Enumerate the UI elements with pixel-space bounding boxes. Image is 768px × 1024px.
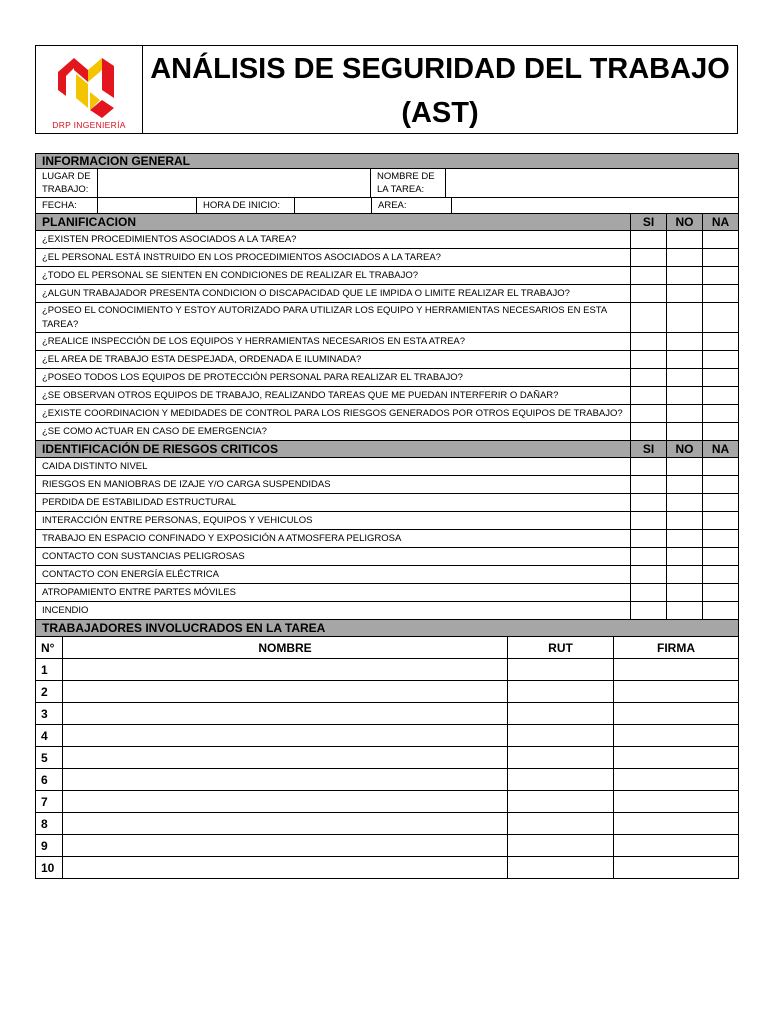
answer-na[interactable] (703, 387, 739, 405)
answer-na[interactable] (703, 333, 739, 351)
answer-si[interactable] (631, 584, 667, 602)
answer-si[interactable] (631, 494, 667, 512)
worker-rut-field[interactable] (508, 703, 614, 725)
worker-number: 3 (36, 703, 63, 725)
answer-no[interactable] (667, 369, 703, 387)
question-text: ¿ALGUN TRABAJADOR PRESENTA CONDICION O DISCAPACIDAD QUE LE IMPIDA O LIMITE REALIZAR EL TRABAJO? (36, 285, 631, 303)
answer-na[interactable] (703, 566, 739, 584)
trabajadores-column-headers (36, 637, 739, 659)
nombre-tarea-field[interactable] (446, 169, 739, 198)
answer-si[interactable] (631, 423, 667, 441)
answer-no[interactable] (667, 351, 703, 369)
question-row (36, 369, 739, 387)
risk-row (36, 602, 739, 620)
risk-text: CONTACTO CON SUSTANCIAS PELIGROSAS (36, 548, 631, 566)
question-text: ¿EXISTEN PROCEDIMIENTOS ASOCIADOS A LA TAREA? (36, 231, 631, 249)
answer-si[interactable] (631, 231, 667, 249)
answer-si[interactable] (631, 512, 667, 530)
question-row (36, 351, 739, 369)
risk-row (36, 530, 739, 548)
worker-nombre-field[interactable] (63, 747, 508, 769)
question-row (36, 285, 739, 303)
trabajadores-section-header (36, 620, 739, 637)
worker-firma-field[interactable] (614, 813, 739, 835)
col-na: NA (703, 214, 739, 231)
general-info-row2 (35, 197, 739, 214)
answer-no[interactable] (667, 602, 703, 620)
question-text: ¿SE OBSERVAN OTROS EQUIPOS DE TRABAJO, REALIZANDO TAREAS QUE ME PUEDAN INTERFERIR O DAÑAR? (36, 387, 631, 405)
worker-number: 7 (36, 791, 63, 813)
worker-firma-field[interactable] (614, 725, 739, 747)
worker-number: 6 (36, 769, 63, 791)
question-row (36, 423, 739, 441)
answer-na[interactable] (703, 267, 739, 285)
nombre-tarea-label: NOMBRE DE LA TAREA: (371, 169, 446, 198)
area-field[interactable] (452, 198, 739, 214)
answer-si[interactable] (631, 530, 667, 548)
answer-na[interactable] (703, 602, 739, 620)
worker-firma-field[interactable] (614, 769, 739, 791)
answer-na[interactable] (703, 405, 739, 423)
answer-na[interactable] (703, 351, 739, 369)
risk-text: ATROPAMIENTO ENTRE PARTES MÓVILES (36, 584, 631, 602)
worker-row (36, 681, 739, 703)
question-text: ¿POSEO TODOS LOS EQUIPOS DE PROTECCIÓN PERSONAL PARA REALIZAR EL TRABAJO? (36, 369, 631, 387)
col-num: N° (36, 637, 63, 659)
worker-number: 10 (36, 857, 63, 879)
worker-row (36, 725, 739, 747)
hora-field[interactable] (295, 198, 372, 214)
fecha-label: FECHA: (36, 198, 98, 214)
answer-na[interactable] (703, 231, 739, 249)
worker-nombre-field[interactable] (63, 703, 508, 725)
logo-text: DRP INGENIERÍA (52, 120, 126, 130)
answer-si[interactable] (631, 387, 667, 405)
trabajadores-table (35, 619, 739, 879)
answer-no[interactable] (667, 231, 703, 249)
worker-rut-field[interactable] (508, 681, 614, 703)
worker-firma-field[interactable] (614, 703, 739, 725)
col-nombre: NOMBRE (63, 637, 508, 659)
answer-no[interactable] (667, 387, 703, 405)
question-row (36, 405, 739, 423)
question-row (36, 333, 739, 351)
question-row (36, 249, 739, 267)
answer-na[interactable] (703, 303, 739, 333)
title-line-1: ANÁLISIS DE SEGURIDAD DEL TRABAJO (150, 52, 730, 85)
answer-na[interactable] (703, 584, 739, 602)
risk-text: CAIDA DISTINTO NIVEL (36, 458, 631, 476)
general-info-table (35, 153, 739, 198)
company-logo (36, 46, 143, 133)
lugar-label: LUGAR DE TRABAJO: (36, 169, 98, 198)
question-text: ¿POSEO EL CONOCIMIENTO Y ESTOY AUTORIZADO PARA UTILIZAR LOS EQUIPO Y HERRAMIENTAS NECESARIOS EN ESTA TAREA? (36, 303, 631, 333)
general-section-title: INFORMACION GENERAL (36, 154, 739, 169)
answer-si[interactable] (631, 285, 667, 303)
worker-row (36, 835, 739, 857)
worker-rut-field[interactable] (508, 769, 614, 791)
risk-row (36, 494, 739, 512)
answer-no[interactable] (667, 267, 703, 285)
answer-na[interactable] (703, 458, 739, 476)
question-text: ¿EL AREA DE TRABAJO ESTA DESPEJADA, ORDENADA E ILUMINADA? (36, 351, 631, 369)
answer-na[interactable] (703, 285, 739, 303)
document-title (150, 47, 730, 135)
worker-row (36, 857, 739, 879)
worker-nombre-field[interactable] (63, 835, 508, 857)
worker-rut-field[interactable] (508, 791, 614, 813)
planificacion-title: PLANIFICACION (36, 214, 631, 231)
answer-no[interactable] (667, 249, 703, 267)
answer-si[interactable] (631, 369, 667, 387)
answer-no[interactable] (667, 458, 703, 476)
answer-si[interactable] (631, 303, 667, 333)
worker-number: 1 (36, 659, 63, 681)
col-no: NO (667, 214, 703, 231)
worker-number: 5 (36, 747, 63, 769)
question-text: ¿REALICE INSPECCIÓN DE LOS EQUIPOS Y HERRAMIENTAS NECESARIOS EN ESTA ATREA? (36, 333, 631, 351)
answer-si[interactable] (631, 333, 667, 351)
form-header (35, 45, 738, 134)
answer-no[interactable] (667, 530, 703, 548)
worker-rut-field[interactable] (508, 835, 614, 857)
answer-no[interactable] (667, 476, 703, 494)
worker-firma-field[interactable] (614, 659, 739, 681)
answer-si[interactable] (631, 566, 667, 584)
worker-nombre-field[interactable] (63, 791, 508, 813)
worker-nombre-field[interactable] (63, 769, 508, 791)
answer-no[interactable] (667, 423, 703, 441)
worker-row (36, 813, 739, 835)
answer-no[interactable] (667, 333, 703, 351)
risk-text: PERDIDA DE ESTABILIDAD ESTRUCTURAL (36, 494, 631, 512)
worker-rut-field[interactable] (508, 857, 614, 879)
area-label: AREA: (372, 198, 452, 214)
riesgos-section-header (36, 441, 739, 458)
worker-firma-field[interactable] (614, 835, 739, 857)
col-no: NO (667, 441, 703, 458)
answer-na[interactable] (703, 249, 739, 267)
question-text: ¿SE COMO ACTUAR EN CASO DE EMERGENCIA? (36, 423, 631, 441)
question-text: ¿EXISTE COORDINACION Y MEDIDADES DE CONTROL PARA LOS RIESGOS GENERADOS POR OTROS EQUIPOS DE TRABAJO? (36, 405, 631, 423)
answer-na[interactable] (703, 369, 739, 387)
drp-logo-icon (54, 52, 124, 120)
answer-no[interactable] (667, 494, 703, 512)
worker-nombre-field[interactable] (63, 725, 508, 747)
worker-rut-field[interactable] (508, 813, 614, 835)
risk-row (36, 548, 739, 566)
answer-si[interactable] (631, 405, 667, 423)
question-row (36, 387, 739, 405)
risk-text: TRABAJO EN ESPACIO CONFINADO Y EXPOSICIÓN A ATMOSFERA PELIGROSA (36, 530, 631, 548)
risk-row (36, 566, 739, 584)
question-text: ¿TODO EL PERSONAL SE SIENTEN EN CONDICIONES DE REALIZAR EL TRABAJO? (36, 267, 631, 285)
answer-na[interactable] (703, 423, 739, 441)
col-si: SI (631, 214, 667, 231)
answer-si[interactable] (631, 458, 667, 476)
risk-row (36, 458, 739, 476)
hora-label: HORA DE INICIO: (197, 198, 295, 214)
worker-nombre-field[interactable] (63, 659, 508, 681)
risk-row (36, 476, 739, 494)
question-text: ¿EL PERSONAL ESTÁ INSTRUIDO EN LOS PROCEDIMIENTOS ASOCIADOS A LA TAREA? (36, 249, 631, 267)
worker-firma-field[interactable] (614, 857, 739, 879)
worker-rut-field[interactable] (508, 747, 614, 769)
col-na: NA (703, 441, 739, 458)
question-row (36, 303, 739, 333)
worker-row (36, 703, 739, 725)
answer-no[interactable] (667, 566, 703, 584)
answer-si[interactable] (631, 351, 667, 369)
worker-row (36, 659, 739, 681)
worker-row (36, 747, 739, 769)
answer-no[interactable] (667, 548, 703, 566)
answer-si[interactable] (631, 548, 667, 566)
answer-na[interactable] (703, 548, 739, 566)
risk-row (36, 584, 739, 602)
worker-rut-field[interactable] (508, 659, 614, 681)
planificacion-table (35, 213, 739, 620)
title-cell (143, 46, 737, 133)
risk-text: INTERACCIÓN ENTRE PERSONAS, EQUIPOS Y VEHICULOS (36, 512, 631, 530)
answer-no[interactable] (667, 512, 703, 530)
answer-no[interactable] (667, 405, 703, 423)
worker-firma-field[interactable] (614, 681, 739, 703)
trabajadores-title: TRABAJADORES INVOLUCRADOS EN LA TAREA (36, 620, 739, 637)
worker-firma-field[interactable] (614, 791, 739, 813)
worker-nombre-field[interactable] (63, 813, 508, 835)
worker-rut-field[interactable] (508, 725, 614, 747)
answer-no[interactable] (667, 285, 703, 303)
worker-number: 2 (36, 681, 63, 703)
worker-row (36, 769, 739, 791)
general-section-header (36, 154, 739, 169)
worker-firma-field[interactable] (614, 747, 739, 769)
answer-na[interactable] (703, 530, 739, 548)
risk-row (36, 512, 739, 530)
fecha-field[interactable] (98, 198, 197, 214)
lugar-field[interactable] (98, 169, 371, 198)
answer-na[interactable] (703, 512, 739, 530)
worker-nombre-field[interactable] (63, 681, 508, 703)
col-rut: RUT (508, 637, 614, 659)
question-row (36, 231, 739, 249)
answer-si[interactable] (631, 267, 667, 285)
col-si: SI (631, 441, 667, 458)
answer-si[interactable] (631, 476, 667, 494)
answer-si[interactable] (631, 602, 667, 620)
col-firma: FIRMA (614, 637, 739, 659)
answer-si[interactable] (631, 249, 667, 267)
worker-number: 8 (36, 813, 63, 835)
answer-no[interactable] (667, 303, 703, 333)
answer-na[interactable] (703, 476, 739, 494)
risk-text: RIESGOS EN MANIOBRAS DE IZAJE Y/O CARGA SUSPENDIDAS (36, 476, 631, 494)
answer-na[interactable] (703, 494, 739, 512)
question-row (36, 267, 739, 285)
worker-row (36, 791, 739, 813)
worker-nombre-field[interactable] (63, 857, 508, 879)
ast-form (35, 153, 738, 879)
worker-number: 9 (36, 835, 63, 857)
risk-text: INCENDIO (36, 602, 631, 620)
worker-number: 4 (36, 725, 63, 747)
planificacion-section-header (36, 214, 739, 231)
answer-no[interactable] (667, 584, 703, 602)
title-line-2: (AST) (401, 96, 479, 129)
risk-text: CONTACTO CON ENERGÍA ELÉCTRICA (36, 566, 631, 584)
riesgos-title: IDENTIFICACIÓN DE RIESGOS CRITICOS (36, 441, 631, 458)
